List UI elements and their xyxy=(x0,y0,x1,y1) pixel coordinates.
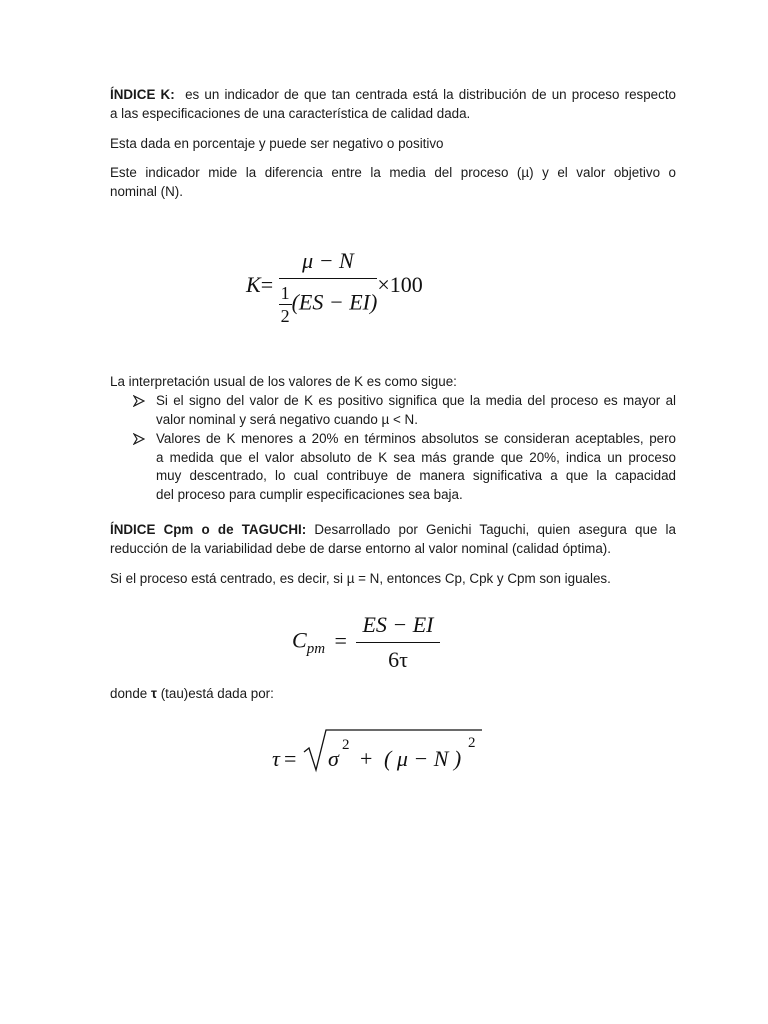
cpm-formula-numerator: ES − EI xyxy=(362,612,434,637)
list-item: Valores de K menores a 20% en términos absolutos se consideran aceptables, pero a medida que el valor absoluto de K sea más grande que 20%, indica un proceso muy descentrado, lo cual contribuye de manera significativa a que la capacidad del proceso para cumplir especificaciones sea baja. xyxy=(133,430,676,504)
k-formula-equals: = xyxy=(260,272,274,298)
k-measure-line1: Este indicador mide la diferencia entre la media del proceso (µ) y el valor objetivo o xyxy=(110,165,676,180)
k-formula-half: $\frac{1}{2}$ xyxy=(280,283,290,326)
cpm-formula-denominator: 6τ xyxy=(388,647,408,672)
tau-formula-plus: + xyxy=(360,746,373,771)
tau-formula-lhs: τ xyxy=(272,746,280,771)
k-definition-line2: a las especificaciones de una característica de calidad dada. xyxy=(110,105,471,121)
k-interpretation-intro: La interpretación usual de los valores de K es como sigue: xyxy=(110,374,457,389)
arrow-bullet-icon xyxy=(133,395,145,407)
tau-formula xyxy=(272,726,492,776)
list-item: Si el signo del valor de K es positivo significa que la media del proceso es mayor al valor nominal y será negativo cuando µ < N. xyxy=(133,392,676,429)
k-definition-paragraph xyxy=(110,86,676,123)
cpm-definition-paragraph xyxy=(110,521,676,558)
k-definition-line1: es un indicador de que tan centrada está la distribución de un proceso respecto xyxy=(185,87,676,102)
tau-formula-exp1: 2 xyxy=(342,737,350,753)
cpm-formula-lhs: C xyxy=(292,627,307,653)
tau-formula-paren: ( μ − N ) xyxy=(384,746,462,771)
cpm-definition-line2: reducción de la variabilidad debe de darse entorno al valor nominal (calidad óptima). xyxy=(110,540,611,556)
k-formula xyxy=(246,248,423,326)
tau-formula-sigma: σ xyxy=(328,746,339,771)
tau-symbol: τ xyxy=(150,686,157,701)
k-formula-fraction xyxy=(279,248,378,326)
k-percent-text: Esta dada en porcentaje y puede ser negativo o positivo xyxy=(110,136,444,151)
k-title: ÍNDICE K: xyxy=(110,87,175,102)
cpm-formula-fraction xyxy=(356,612,439,673)
k-formula-denominator: (ES − EI) xyxy=(291,289,378,315)
cpm-centered-text: Si el proceso está centrado, es decir, si µ = N, entonces Cp, Cpk y Cpm son iguales. xyxy=(110,571,611,586)
tau-intro: donde τ (tau)está dada por: xyxy=(110,686,274,701)
cpm-formula xyxy=(292,612,440,673)
k-interpretation-list xyxy=(133,392,676,505)
k-formula-times-100: ×100 xyxy=(377,272,423,298)
cpm-definition-line1: Desarrollado por Genichi Taguchi, quien asegura que la xyxy=(314,522,676,537)
cpm-title: ÍNDICE Cpm o de TAGUCHI: xyxy=(110,522,307,537)
tau-formula-equals: = xyxy=(284,746,297,771)
tau-formula-exp2: 2 xyxy=(468,735,476,751)
cpm-formula-subscript: pm xyxy=(306,640,326,657)
k-measure-line2: nominal (N). xyxy=(110,183,183,199)
cpm-formula-equals: = xyxy=(334,627,347,653)
k-formula-numerator: μ − N xyxy=(302,248,354,273)
arrow-bullet-icon xyxy=(133,433,145,445)
k-formula-lhs: K xyxy=(246,272,261,298)
k-measure-paragraph xyxy=(110,164,676,201)
